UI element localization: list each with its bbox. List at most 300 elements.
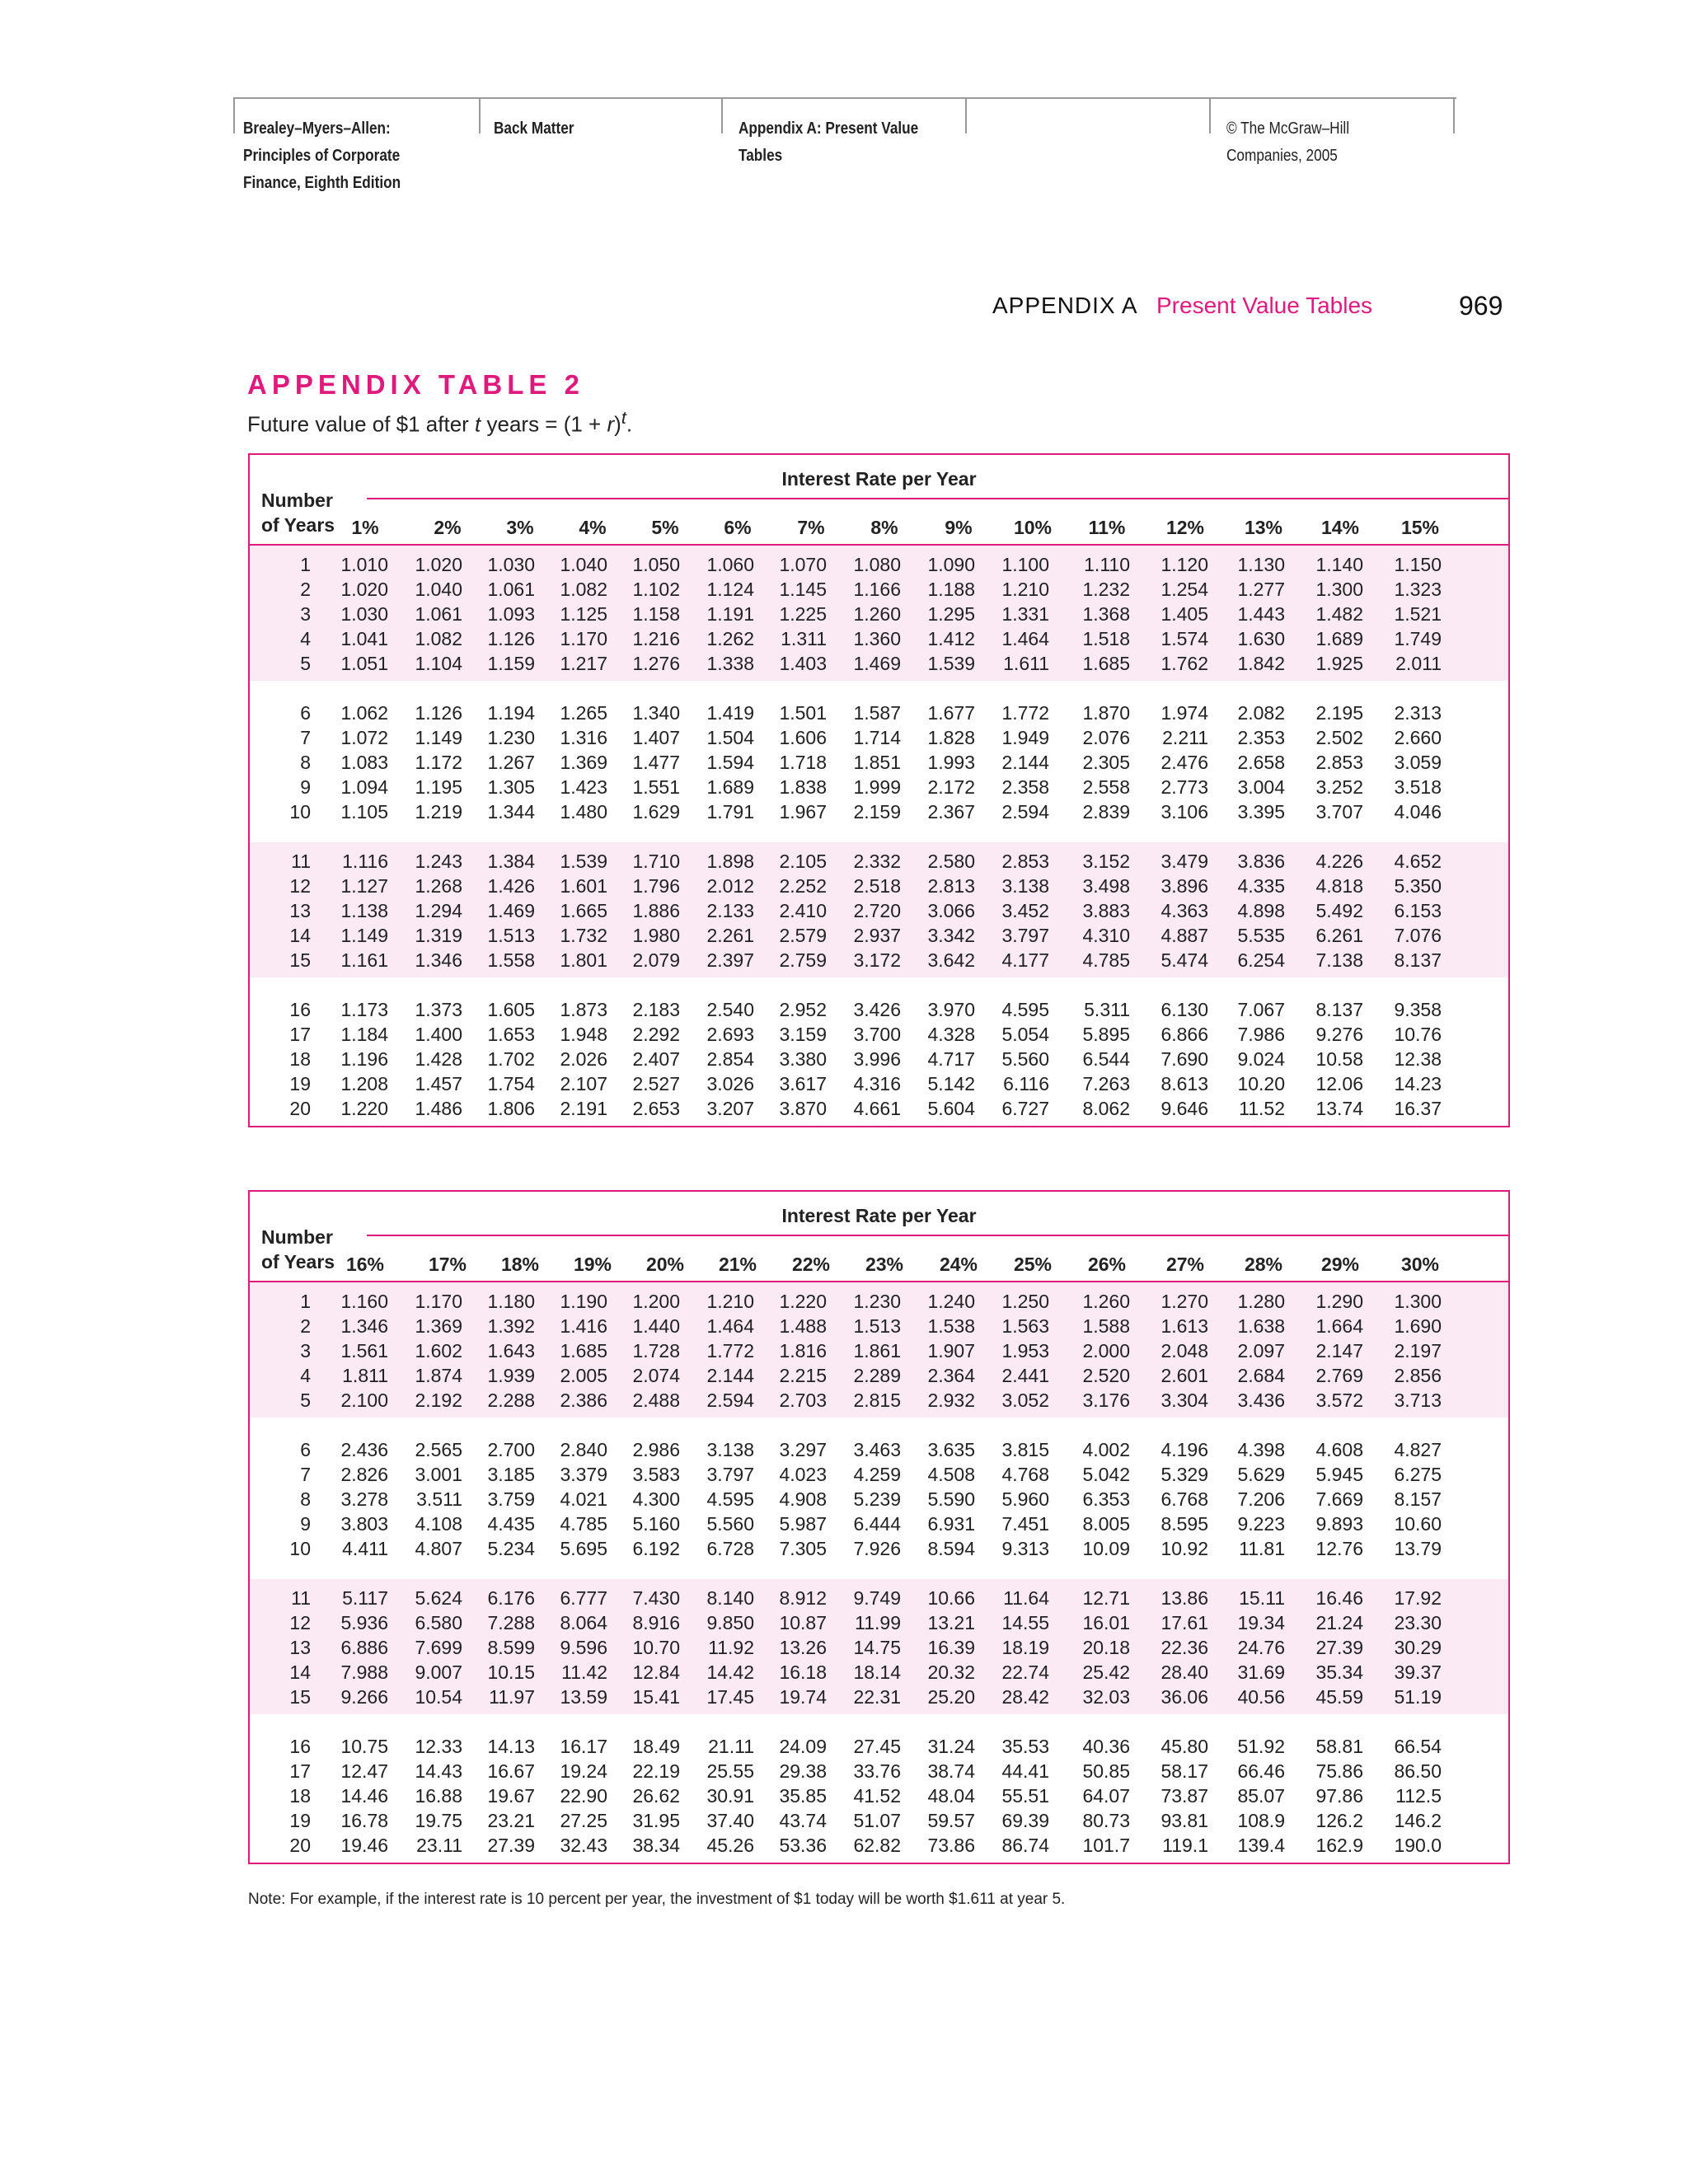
value-cell: 8.916 (632, 1612, 680, 1633)
rate-column-header: 25% (1013, 1254, 1053, 1275)
value-cell: 2.826 (340, 1464, 388, 1485)
value-cell: 1.689 (706, 776, 754, 798)
value-cell: 2.107 (560, 1073, 607, 1094)
value-cell: 11.52 (1239, 1098, 1285, 1119)
value-cell: 31.24 (927, 1736, 975, 1757)
value-cell: 10.58 (1315, 1048, 1363, 1070)
value-cell: 119.1 (1162, 1835, 1208, 1856)
value-cell: 1.953 (1001, 1340, 1049, 1361)
table-row (250, 577, 1508, 602)
value-cell: 2.952 (779, 999, 827, 1020)
value-cell: 6.866 (1160, 1024, 1208, 1045)
value-cell: 51.07 (853, 1810, 901, 1831)
value-cell: 21.24 (1315, 1612, 1363, 1633)
value-cell: 9.276 (1315, 1024, 1363, 1045)
value-cell: 1.653 (487, 1024, 535, 1045)
table-row (250, 1759, 1508, 1783)
value-cell: 1.428 (415, 1048, 462, 1070)
value-cell: 6.728 (706, 1538, 754, 1559)
row-group (250, 1282, 1508, 1418)
value-cell: 9.223 (1237, 1513, 1285, 1535)
value-cell: 4.595 (706, 1488, 754, 1510)
group-spacer (250, 829, 1508, 842)
value-cell: 1.412 (927, 628, 975, 649)
value-cell: 1.250 (1001, 1291, 1049, 1312)
value-cell: 1.102 (632, 579, 680, 600)
table-row (250, 775, 1508, 799)
table-row (250, 651, 1508, 676)
value-cell: 1.873 (560, 999, 607, 1020)
value-cell: 5.895 (1082, 1024, 1130, 1045)
rate-column-header: 16% (345, 1254, 385, 1275)
value-cell: 1.083 (340, 752, 388, 773)
value-cell: 1.974 (1160, 702, 1208, 724)
value-cell: 16.01 (1082, 1612, 1130, 1633)
value-cell: 1.643 (487, 1340, 535, 1361)
value-cell: 2.407 (632, 1048, 680, 1070)
table-row (250, 1833, 1508, 1858)
value-cell: 1.105 (340, 801, 388, 823)
value-cell: 1.606 (779, 727, 827, 748)
value-cell: 6.116 (1003, 1073, 1049, 1094)
value-cell: 14.75 (853, 1637, 901, 1658)
value-cell: 5.239 (853, 1488, 901, 1510)
value-cell: 1.276 (632, 653, 680, 674)
value-cell: 20.32 (927, 1661, 975, 1683)
value-cell: 86.50 (1394, 1760, 1442, 1782)
value-cell: 1.504 (706, 727, 754, 748)
value-cell: 3.207 (706, 1098, 754, 1119)
value-cell: 1.300 (1394, 1291, 1442, 1312)
page-number: 969 (1459, 291, 1503, 321)
value-cell: 1.208 (340, 1073, 388, 1094)
value-cell: 4.177 (1001, 949, 1049, 971)
value-cell: 2.183 (632, 999, 680, 1020)
year-cell: 8 (300, 752, 311, 773)
year-cell: 15 (289, 949, 311, 971)
header-book-title: Brealey–Myers–Allen: Principles of Corporate Finance, Eighth Edition (243, 120, 401, 192)
value-cell: 2.658 (1237, 752, 1285, 773)
year-cell: 6 (300, 702, 311, 724)
rate-column-header: 28% (1244, 1254, 1283, 1275)
table-row (250, 898, 1508, 923)
value-cell: 3.803 (340, 1513, 388, 1535)
value-cell: 1.338 (706, 653, 754, 674)
value-cell: 1.161 (340, 949, 388, 971)
value-cell: 27.39 (487, 1835, 535, 1856)
value-cell: 1.010 (340, 554, 388, 575)
year-cell: 13 (289, 1637, 311, 1658)
document-header (233, 97, 1456, 210)
value-cell: 1.407 (632, 727, 680, 748)
value-cell: 3.395 (1237, 801, 1285, 823)
caption-variable-r: r (607, 411, 615, 437)
table-row (250, 997, 1508, 1022)
value-cell: 1.166 (853, 579, 901, 600)
year-cell: 2 (300, 1315, 311, 1337)
caption-text: ) (614, 411, 621, 437)
value-cell: 13.59 (560, 1686, 607, 1708)
value-cell: 1.294 (415, 900, 462, 921)
value-cell: 1.482 (1315, 603, 1363, 625)
value-cell: 1.419 (706, 702, 754, 724)
year-cell: 3 (300, 1340, 311, 1361)
value-cell: 64.07 (1082, 1785, 1130, 1807)
value-cell: 35.53 (1001, 1736, 1049, 1757)
value-cell: 9.749 (853, 1587, 901, 1609)
value-cell: 6.768 (1160, 1488, 1208, 1510)
value-cell: 24.09 (779, 1736, 827, 1757)
year-cell: 1 (300, 554, 311, 575)
year-cell: 9 (300, 1513, 311, 1535)
value-cell: 11.81 (1239, 1538, 1285, 1559)
value-cell: 2.100 (340, 1390, 388, 1411)
value-cell: 1.116 (342, 851, 388, 872)
value-cell: 1.041 (340, 628, 388, 649)
value-cell: 1.838 (779, 776, 827, 798)
value-cell: 5.590 (927, 1488, 975, 1510)
value-cell: 1.230 (853, 1291, 901, 1312)
value-cell: 7.206 (1237, 1488, 1285, 1510)
value-cell: 5.987 (779, 1513, 827, 1535)
value-cell: 7.263 (1082, 1073, 1130, 1094)
table-body (250, 1281, 1508, 1863)
value-cell: 3.713 (1394, 1390, 1442, 1411)
value-cell: 93.81 (1160, 1810, 1208, 1831)
value-cell: 1.061 (487, 579, 535, 600)
value-cell: 1.191 (706, 603, 754, 625)
value-cell: 16.37 (1394, 1098, 1442, 1119)
value-cell: 1.874 (415, 1365, 462, 1386)
value-cell: 2.518 (853, 875, 901, 897)
value-cell: 10.75 (340, 1736, 388, 1757)
value-cell: 3.883 (1082, 900, 1130, 921)
value-cell: 1.601 (560, 875, 607, 897)
future-value-table-1 (248, 453, 1510, 1127)
value-cell: 1.664 (1315, 1315, 1363, 1337)
heading-line: Number (261, 1226, 333, 1248)
value-cell: 3.426 (853, 999, 901, 1020)
table-row (250, 1047, 1508, 1071)
value-cell: 3.342 (927, 925, 975, 946)
value-cell: 12.33 (415, 1736, 462, 1757)
year-cell: 14 (289, 925, 311, 946)
value-cell: 1.082 (415, 628, 462, 649)
value-cell: 5.234 (487, 1538, 535, 1559)
table-row (250, 923, 1508, 948)
value-cell: 5.350 (1394, 875, 1442, 897)
table-row (250, 1635, 1508, 1660)
value-cell: 1.521 (1394, 603, 1442, 625)
value-cell: 22.36 (1160, 1637, 1208, 1658)
value-cell: 126.2 (1315, 1810, 1363, 1831)
table-row (250, 602, 1508, 626)
value-cell: 1.267 (487, 752, 535, 773)
value-cell: 1.346 (340, 1315, 388, 1337)
value-cell: 1.062 (340, 702, 388, 724)
value-cell: 2.769 (1315, 1365, 1363, 1386)
year-cell: 7 (300, 1464, 311, 1485)
value-cell: 3.511 (416, 1488, 462, 1510)
year-cell: 2 (300, 579, 311, 600)
value-cell: 73.86 (927, 1835, 975, 1856)
caption-text: Future value of $1 after (247, 411, 476, 437)
value-cell: 1.323 (1394, 579, 1442, 600)
value-cell: 4.046 (1394, 801, 1442, 823)
value-cell: 1.140 (1315, 554, 1363, 575)
rate-column-header: 4% (579, 517, 607, 538)
value-cell: 5.560 (706, 1513, 754, 1535)
value-cell: 2.815 (853, 1390, 901, 1411)
value-cell: 1.762 (1160, 653, 1208, 674)
table-row (250, 799, 1508, 824)
value-cell: 4.023 (779, 1464, 827, 1485)
value-cell: 1.811 (342, 1365, 388, 1386)
value-cell: 1.685 (1082, 653, 1130, 674)
value-cell: 1.020 (340, 579, 388, 600)
value-cell: 3.635 (927, 1439, 975, 1460)
value-cell: 2.594 (706, 1390, 754, 1411)
value-cell: 2.932 (927, 1390, 975, 1411)
value-cell: 16.67 (487, 1760, 535, 1782)
value-cell: 2.305 (1082, 752, 1130, 773)
value-cell: 48.04 (927, 1785, 975, 1807)
rate-column-header: 30% (1400, 1254, 1440, 1275)
value-cell: 18.19 (1001, 1637, 1049, 1658)
value-cell: 1.104 (415, 653, 462, 674)
value-cell: 8.005 (1082, 1513, 1130, 1535)
value-cell: 2.488 (632, 1390, 680, 1411)
table-row (250, 1734, 1508, 1759)
value-cell: 1.260 (1082, 1291, 1130, 1312)
value-cell: 10.76 (1394, 1024, 1442, 1045)
header-copyright: © The McGraw–Hill Companies, 2005 (1226, 120, 1350, 165)
value-cell: 2.813 (927, 875, 975, 897)
value-cell: 5.604 (927, 1098, 975, 1119)
value-cell: 1.588 (1082, 1315, 1130, 1337)
value-cell: 31.69 (1237, 1661, 1285, 1683)
value-cell: 1.265 (560, 702, 607, 724)
value-cell: 1.126 (487, 628, 535, 649)
value-cell: 1.130 (1237, 554, 1285, 575)
year-cell: 12 (289, 1612, 311, 1633)
value-cell: 3.642 (927, 949, 975, 971)
value-cell: 1.040 (560, 554, 607, 575)
value-cell: 4.310 (1082, 925, 1130, 946)
value-cell: 25.20 (927, 1686, 975, 1708)
value-cell: 2.074 (632, 1365, 680, 1386)
rate-column-header: 7% (797, 517, 825, 538)
table-row (250, 725, 1508, 750)
value-cell: 39.37 (1394, 1661, 1442, 1683)
value-cell: 1.702 (487, 1048, 535, 1070)
value-cell: 2.012 (706, 875, 754, 897)
value-cell: 2.660 (1394, 727, 1442, 748)
value-cell: 1.260 (853, 603, 901, 625)
value-cell: 1.574 (1160, 628, 1208, 649)
value-cell: 1.295 (927, 603, 975, 625)
value-cell: 1.125 (560, 603, 607, 625)
value-cell: 1.630 (1237, 628, 1285, 649)
rate-column-header: 3% (506, 517, 534, 538)
value-cell: 15.11 (1239, 1587, 1285, 1609)
value-cell: 3.436 (1237, 1390, 1285, 1411)
value-cell: 5.117 (342, 1587, 388, 1609)
interest-rate-heading: Interest Rate per Year (781, 468, 977, 490)
value-cell: 4.661 (853, 1098, 901, 1119)
row-group (250, 1579, 1508, 1714)
value-cell: 1.551 (632, 776, 680, 798)
year-cell: 6 (300, 1439, 311, 1460)
value-cell: 9.358 (1394, 999, 1442, 1020)
value-cell: 5.629 (1237, 1464, 1285, 1485)
value-cell: 3.138 (706, 1439, 754, 1460)
value-cell: 6.192 (632, 1538, 680, 1559)
interest-rate-heading: Interest Rate per Year (781, 1205, 977, 1226)
value-cell: 139.4 (1237, 1835, 1285, 1856)
value-cell: 3.896 (1160, 875, 1208, 897)
row-group (250, 991, 1508, 1126)
value-cell: 2.840 (560, 1439, 607, 1460)
value-cell: 1.100 (1001, 554, 1049, 575)
value-cell: 101.7 (1082, 1835, 1130, 1856)
value-cell: 1.806 (487, 1098, 535, 1119)
table-row (250, 1338, 1508, 1363)
value-cell: 1.040 (415, 579, 462, 600)
value-cell: 51.19 (1394, 1686, 1442, 1708)
value-cell: 19.75 (415, 1810, 462, 1831)
value-cell: 4.021 (560, 1488, 607, 1510)
appendix-title: Present Value Tables (1156, 293, 1373, 318)
value-cell: 2.147 (1315, 1340, 1363, 1361)
value-cell: 7.986 (1237, 1024, 1285, 1045)
group-spacer (250, 1418, 1508, 1431)
value-cell: 162.9 (1315, 1835, 1363, 1856)
value-cell: 1.300 (1315, 579, 1363, 600)
table-row (250, 1289, 1508, 1314)
value-cell: 6.886 (340, 1637, 388, 1658)
value-cell: 3.797 (1001, 925, 1049, 946)
table-header (250, 455, 1508, 544)
value-cell: 4.196 (1160, 1439, 1208, 1460)
year-cell: 4 (300, 628, 311, 649)
value-cell: 5.474 (1160, 949, 1208, 971)
value-cell: 4.717 (927, 1048, 975, 1070)
caption-text: . (626, 411, 633, 437)
value-cell: 3.297 (779, 1439, 827, 1460)
year-cell: 11 (291, 1587, 311, 1609)
value-cell: 6.580 (415, 1612, 462, 1633)
value-cell: 2.693 (706, 1024, 754, 1045)
value-cell: 4.316 (853, 1073, 901, 1094)
value-cell: 8.137 (1394, 949, 1442, 971)
value-cell: 1.948 (560, 1024, 607, 1045)
value-cell: 16.39 (927, 1637, 975, 1658)
value-cell: 1.369 (560, 752, 607, 773)
value-cell: 1.539 (927, 653, 975, 674)
value-cell: 12.47 (340, 1760, 388, 1782)
value-cell: 2.700 (487, 1439, 535, 1460)
number-of-years-heading (261, 488, 335, 537)
year-cell: 3 (300, 603, 311, 625)
rate-column-header: 1% (351, 517, 379, 538)
value-cell: 23.21 (487, 1810, 535, 1831)
value-cell: 43.74 (779, 1810, 827, 1831)
value-cell: 7.288 (487, 1612, 535, 1633)
value-cell: 1.513 (487, 925, 535, 946)
year-cell: 4 (300, 1365, 311, 1386)
value-cell: 7.699 (415, 1637, 462, 1658)
value-cell: 1.587 (853, 702, 901, 724)
year-cell: 16 (289, 999, 311, 1020)
value-cell: 10.92 (1160, 1538, 1208, 1559)
table-header (250, 1192, 1508, 1281)
value-cell: 1.072 (340, 727, 388, 748)
rate-column-header: 21% (718, 1254, 757, 1275)
value-cell: 12.76 (1315, 1538, 1363, 1559)
value-cell: 1.149 (415, 727, 462, 748)
rate-column-header: 24% (939, 1254, 978, 1275)
value-cell: 190.0 (1394, 1835, 1442, 1856)
value-cell: 10.09 (1082, 1538, 1130, 1559)
value-cell: 11.99 (855, 1612, 901, 1633)
value-cell: 1.440 (632, 1315, 680, 1337)
value-cell: 3.004 (1237, 776, 1285, 798)
year-cell: 20 (289, 1098, 311, 1119)
value-cell: 3.152 (1082, 851, 1130, 872)
value-cell: 12.71 (1082, 1587, 1130, 1609)
value-cell: 19.24 (560, 1760, 607, 1782)
value-cell: 73.87 (1160, 1785, 1208, 1807)
value-cell: 1.170 (415, 1291, 462, 1312)
value-cell: 1.842 (1237, 653, 1285, 674)
value-cell: 1.685 (560, 1340, 607, 1361)
value-cell: 28.40 (1160, 1661, 1208, 1683)
year-cell: 14 (289, 1661, 311, 1683)
value-cell: 1.851 (853, 752, 901, 773)
value-cell: 1.200 (632, 1291, 680, 1312)
value-cell: 7.988 (340, 1661, 388, 1683)
value-cell: 4.259 (853, 1464, 901, 1485)
value-cell: 1.316 (560, 727, 607, 748)
value-cell: 38.34 (632, 1835, 680, 1856)
value-cell: 18.14 (853, 1661, 901, 1683)
future-value-table-2 (248, 1190, 1510, 1864)
value-cell: 21.11 (708, 1736, 754, 1757)
value-cell: 16.78 (340, 1810, 388, 1831)
value-cell: 1.220 (340, 1098, 388, 1119)
rate-column-header: 15% (1400, 517, 1440, 538)
value-cell: 14.46 (340, 1785, 388, 1807)
value-cell: 1.714 (853, 727, 901, 748)
year-cell: 16 (289, 1736, 311, 1757)
year-cell: 11 (291, 851, 311, 872)
value-cell: 4.652 (1394, 851, 1442, 872)
value-cell: 1.480 (560, 801, 607, 823)
value-cell: 3.380 (779, 1048, 827, 1070)
value-cell: 1.907 (927, 1340, 975, 1361)
value-cell: 86.74 (1001, 1835, 1049, 1856)
value-cell: 2.856 (1394, 1365, 1442, 1386)
value-cell: 8.137 (1315, 999, 1363, 1020)
value-cell: 2.579 (779, 925, 827, 946)
value-cell: 55.51 (1001, 1785, 1049, 1807)
value-cell: 1.749 (1394, 628, 1442, 649)
table-row (250, 1536, 1508, 1561)
value-cell: 2.011 (1395, 653, 1442, 674)
value-cell: 1.030 (340, 603, 388, 625)
value-cell: 2.527 (632, 1073, 680, 1094)
